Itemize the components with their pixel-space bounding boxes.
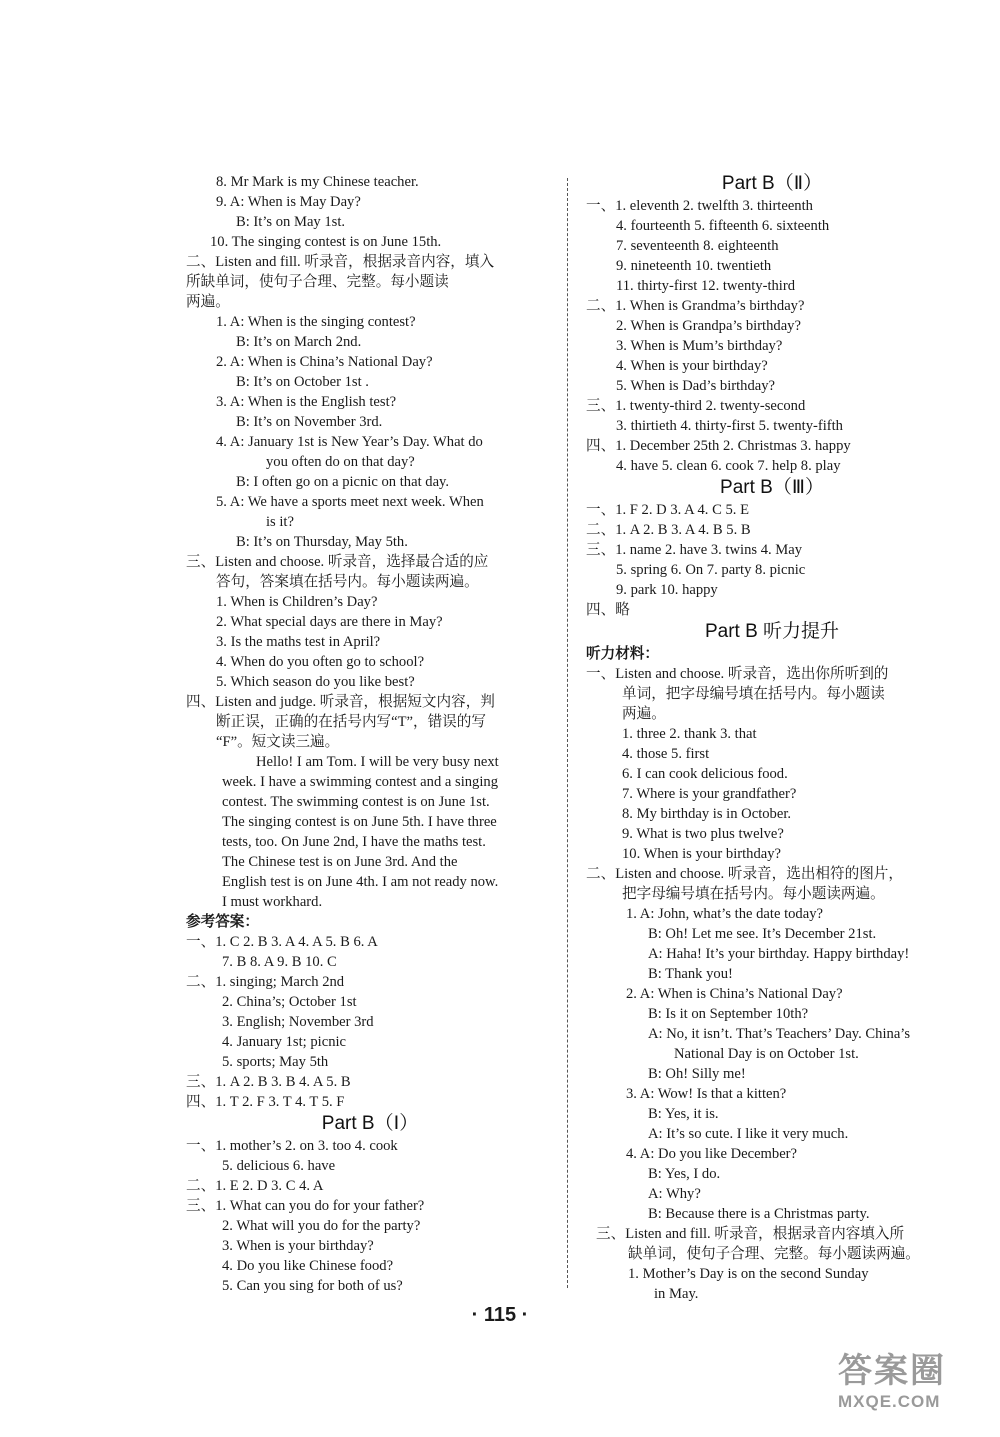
text-line: 5. sports; May 5th (222, 1054, 329, 1070)
text-line: 3. A: When is the English test? (216, 394, 397, 410)
text-line: 4. When is your birthday? (616, 358, 768, 374)
text-line: Hello! I am Tom. I will be very busy next (256, 754, 499, 770)
text-line: 1. Mother’s Day is on the second Sunday (628, 1266, 869, 1282)
text-line: 3. When is your birthday? (222, 1238, 374, 1254)
text-line: 一、1. mother’s 2. on 3. too 4. cook (186, 1138, 398, 1154)
text-line: 4. A: Do you like December? (626, 1146, 798, 1162)
text-line: I must workhard. (222, 894, 323, 910)
text-line: 三、Listen and choose. 听录音，选择最合适的应 (186, 554, 489, 570)
text-line: week. I have a swimming contest and a singing (222, 774, 498, 790)
text-line: 三、1. A 2. B 3. B 4. A 5. B (186, 1074, 351, 1090)
section-heading: Part B（Ⅲ） (720, 477, 824, 498)
text-line: B: It’s on Thursday, May 5th. (236, 534, 408, 550)
text-line: B: Oh! Silly me! (648, 1066, 746, 1082)
text-line: contest. The swimming contest is on June 1st. (222, 794, 490, 810)
text-line: 参考答案： (186, 914, 259, 930)
text-line: B: I often go on a picnic on that day. (236, 474, 450, 490)
text-line: 4. A: January 1st is New Year’s Day. What do (216, 434, 483, 450)
text-line: B: It’s on May 1st. (236, 214, 346, 230)
text-line: 10. When is your birthday? (622, 846, 782, 862)
text-line: 四、1. T 2. F 3. T 4. T 5. F (186, 1094, 345, 1110)
text-line: The Chinese test is on June 3rd. And the (222, 854, 458, 870)
text-line: B: Yes, it is. (648, 1106, 719, 1122)
column-divider (567, 178, 568, 1288)
text-line: 7. Where is your grandfather? (622, 786, 797, 802)
text-line: B: It’s on October 1st . (236, 374, 369, 390)
text-line: 三、1. name 2. have 3. twins 4. May (586, 542, 803, 558)
text-line: 4. those 5. first (622, 746, 710, 762)
text-line: 2. When is Grandpa’s birthday? (616, 318, 801, 334)
text-line: 4. When do you often go to school? (216, 654, 425, 670)
watermark-logo (838, 1350, 988, 1428)
text-line: The singing contest is on June 5th. I have three (222, 814, 497, 830)
text-line: 1. three 2. thank 3. that (622, 726, 757, 742)
text-line: 二、1. E 2. D 3. C 4. A (186, 1178, 324, 1194)
text-line: 一、Listen and choose. 听录音，选出你所听到的 (586, 666, 889, 682)
text-line: 一、1. F 2. D 3. A 4. C 5. E (586, 502, 749, 518)
text-line: 二、Listen and choose. 听录音，选出相符的图片， (586, 866, 903, 882)
right-column (586, 172, 958, 1304)
text-line: 3. thirtieth 4. thirty-first 5. twenty-fifth (616, 418, 843, 434)
text-line: 3. When is Mum’s birthday? (616, 338, 783, 354)
text-line: 单词，把字母编号填在括号内。每小题读 (622, 686, 885, 702)
text-line: 5. A: We have a sports meet next week. When (216, 494, 484, 510)
text-line: tests, too. On June 2nd, I have the maths test. (222, 834, 486, 850)
text-line: 3. Is the maths test in April? (216, 634, 381, 650)
text-line: 一、1. eleventh 2. twelfth 3. thirteenth (586, 198, 813, 214)
text-line: B: It’s on March 2nd. (236, 334, 362, 350)
text-line: B: It’s on November 3rd. (236, 414, 383, 430)
text-line: 三、Listen and fill. 听录音，根据录音内容填入所 (596, 1226, 905, 1242)
section-heading: Part B 听力提升 (704, 621, 840, 642)
text-line: 2. A: When is China’s National Day? (626, 986, 843, 1002)
text-line: B: Because there is a Christmas party. (648, 1206, 870, 1222)
text-line: 2. What special days are there in May? (216, 614, 443, 630)
text-line: 4. have 5. clean 6. cook 7. help 8. play (616, 458, 841, 474)
text-line: 把字母编号填在括号内。每小题读两遍。 (622, 886, 885, 902)
text-line: B: Oh! Let me see. It’s December 21st. (648, 926, 877, 942)
text-line: 9. nineteenth 10. twentieth (616, 258, 772, 274)
text-line: 所缺单词，使句子合理、完整。每小题读 (186, 274, 449, 290)
text-line: 5. delicious 6. have (222, 1158, 336, 1174)
text-line: 5. spring 6. On 7. party 8. picnic (616, 562, 806, 578)
text-line: 7. B 8. A 9. B 10. C (222, 954, 337, 970)
text-line: 二、1. When is Grandma’s birthday? (586, 298, 805, 314)
text-line: 3. English; November 3rd (222, 1014, 374, 1030)
text-line: B: Thank you! (648, 966, 733, 982)
text-line: 6. I can cook delicious food. (622, 766, 788, 782)
text-line: “F”。短文读三遍。 (216, 734, 340, 750)
text-line: English test is on June 4th. I am not ready now. (222, 874, 499, 890)
text-line: 5. Which season do you like best? (216, 674, 415, 690)
watermark-url: MXQE.COM (838, 1392, 941, 1411)
text-line: 5. Can you sing for both of us? (222, 1278, 403, 1294)
text-line: A: Why? (648, 1186, 701, 1202)
watermark-title: 答案圈 (838, 1352, 946, 1390)
text-line: 2. China’s; October 1st (222, 994, 357, 1010)
text-line: A: No, it isn’t. That’s Teachers’ Day. China’s (648, 1026, 911, 1042)
text-line: 9. park 10. happy (616, 582, 718, 598)
text-line: 9. What is two plus twelve? (622, 826, 784, 842)
text-line: 2. A: When is China’s National Day? (216, 354, 433, 370)
page-number: · 115 · (471, 1304, 529, 1326)
text-line: 三、1. twenty-third 2. twenty-second (586, 398, 806, 414)
text-line: 一、1. C 2. B 3. A 4. A 5. B 6. A (186, 934, 378, 950)
text-line: 四、Listen and judge. 听录音，根据短文内容，判 (186, 694, 495, 710)
text-line: 4. Do you like Chinese food? (222, 1258, 394, 1274)
text-line: 两遍。 (622, 706, 666, 722)
text-line: 8. Mr Mark is my Chinese teacher. (216, 174, 419, 190)
text-line: is it? (266, 514, 294, 530)
text-line: 缺单词，使句子合理、完整。每小题读两遍。 (628, 1246, 920, 1262)
text-line: A: It’s so cute. I like it very much. (648, 1126, 849, 1142)
text-line: 四、1. December 25th 2. Christmas 3. happy (586, 438, 851, 454)
text-line: you often do on that day? (266, 454, 415, 470)
text-line: 7. seventeenth 8. eighteenth (616, 238, 779, 254)
text-line: A: Haha! It’s your birthday. Happy birthday! (648, 946, 910, 962)
section-heading: Part B（Ⅰ） (321, 1113, 419, 1134)
text-line: 10. The singing contest is on June 15th. (210, 234, 442, 250)
text-line: 1. A: When is the singing contest? (216, 314, 416, 330)
text-line: 1. A: John, what’s the date today? (626, 906, 823, 922)
section-heading: Part B（Ⅱ） (721, 173, 823, 194)
text-line: National Day is on October 1st. (674, 1046, 859, 1062)
left-column (186, 172, 554, 1296)
text-line: 断正误，正确的在括号内写“T”，错误的写 (216, 714, 486, 730)
text-line: 5. When is Dad’s birthday? (616, 378, 776, 394)
text-line: 二、1. A 2. B 3. A 4. B 5. B (586, 522, 751, 538)
text-line: 4. fourteenth 5. fifteenth 6. sixteenth (616, 218, 830, 234)
text-line: 9. A: When is May Day? (216, 194, 361, 210)
text-line: 答句，答案填在括号内。每小题读两遍。 (216, 574, 479, 590)
text-line: 1. When is Children’s Day? (216, 594, 378, 610)
text-line: 听力材料： (586, 646, 659, 662)
text-line: 二、1. singing; March 2nd (186, 974, 345, 990)
text-line: 四、略 (586, 602, 630, 618)
text-line: B: Yes, I do. (648, 1166, 721, 1182)
text-line: 2. What will you do for the party? (222, 1218, 421, 1234)
text-line: 11. thirty-first 12. twenty-third (616, 278, 796, 294)
text-line: 两遍。 (186, 294, 230, 310)
text-line: in May. (654, 1286, 699, 1302)
text-line: 4. January 1st; picnic (222, 1034, 347, 1050)
text-line: 3. A: Wow! Is that a kitten? (626, 1086, 787, 1102)
text-line: B: Is it on September 10th? (648, 1006, 809, 1022)
text-line: 二、Listen and fill. 听录音，根据录音内容，填入 (186, 254, 495, 270)
text-line: 三、1. What can you do for your father? (186, 1198, 425, 1214)
text-line: 8. My birthday is in October. (622, 806, 792, 822)
